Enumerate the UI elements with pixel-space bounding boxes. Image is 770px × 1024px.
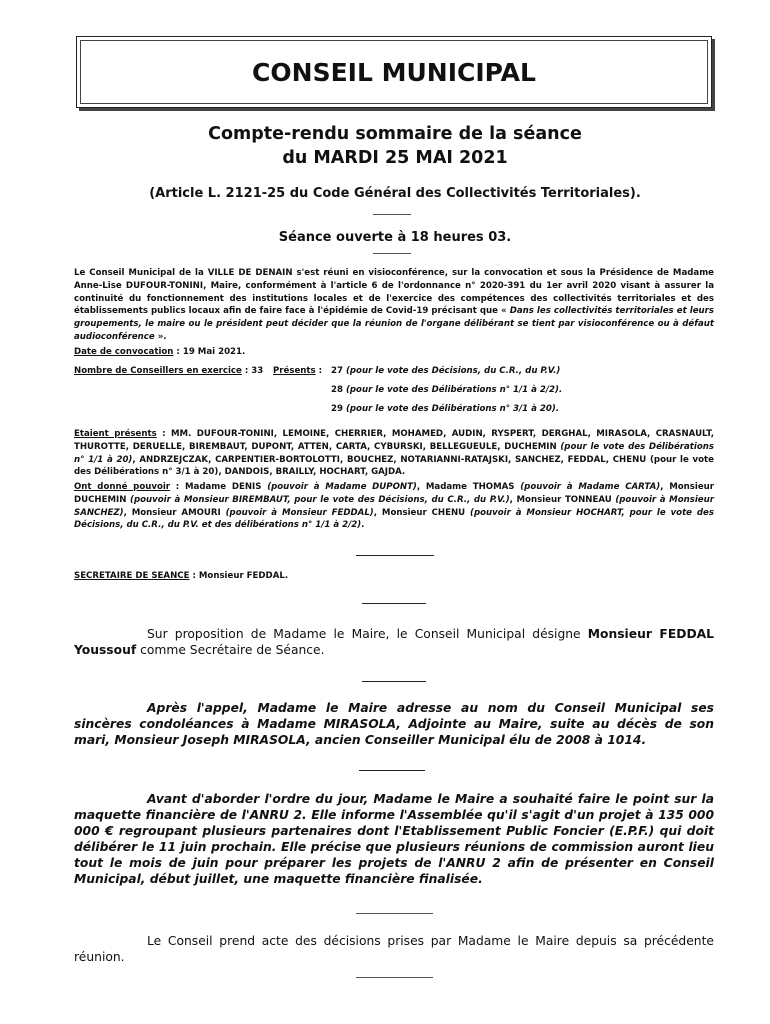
- etaient-presents: Etaient présents : MM. DUFOUR-TONINI, LEMOINE, CHERRIER, MOHAMED, AUDIN, RYSPERT, DERGHAL, MIRASOLA, CRASNAULT, THUROTTE, DERUELLE, BIREMBAUT, DUPONT, ATTEN, CARTA, CYBURSKI, BELLEGUEULE, DUCHEMIN (pour le vote des Délibérations n° 1/1 à 20), ANDRZEJCZAK, CARPENTIER-BORTOLOTTI, BOUCHEZ, NOTARIANNI-RATAJSKI, SANCHEZ, FEDDAL, CHENU (pour le vote des Délibérations n° 3/1 à 20), DANDOIS, BRAILLY, HOCHART, GAJDA.: [74, 429, 714, 478]
- secretaire-de-seance: SECRETAIRE DE SEANCE : Monsieur FEDDAL.: [74, 571, 289, 581]
- subtitle: [76, 122, 714, 170]
- divider: [362, 603, 426, 604]
- intro-paragraph: Le Conseil Municipal de la VILLE DE DENAIN s'est réuni en visioconférence, sur la convocation et sous la Présidence de Madame Anne-Lise DUFOUR-TONINI, Maire, conformément à l'article 6 de l'ordonnance n° 2020-391 du 1er avril 2020 visant à assurer la continuité du fonctionnement des institutions locales et de l'exercice des compétences des collectivités territoriales et des établissements publics locaux afin de faire face à l'épidémie de Covid-19 précisant que « Dans les collectivités territoriales et leurs groupements, le maire ou le président peut décider que la réunion de l'organe délibérant se tient par visioconférence ou à défaut audioconférence ».: [74, 268, 715, 342]
- conseillers-en-exercice: Nombre de Conseillers en exercice : 33: [74, 366, 264, 376]
- divider: [356, 555, 434, 556]
- paragraph-decisions: Le Conseil prend acte des décisions prises par Madame le Maire depuis sa précédente réunion.: [74, 934, 714, 964]
- presents-count-2: 28 (pour le vote des Délibérations n° 1/1 à 2/2).: [331, 385, 563, 395]
- divider: [356, 977, 433, 978]
- subtitle-line-2: du MARDI 25 MAI 2021: [282, 148, 508, 168]
- divider: [356, 913, 433, 914]
- article-reference: (Article L. 2121-25 du Code Général des Collectivités Territoriales).: [149, 186, 641, 201]
- divider: [373, 253, 411, 254]
- paragraph-anru: Avant d'aborder l'ordre du jour, Madame le Maire a souhaité faire le point sur la maquette financière de l'ANRU 2. Elle informe l'Assemblée qu'il s'agit d'un projet à 135 000 000 € regroupant plusieurs partenaires dont l'Etablissement Public Foncier (E.P.F.) qui doit délibérer le 11 juin prochain. Elle précise que plusieurs réunions de commission auront lieu tout le mois de juin pour préparer les projets de l'ANRU 2 afin de présenter en Conseil Municipal, début juillet, une maquette financière finalisée.: [74, 792, 714, 886]
- presents-label: Présents :: [273, 366, 323, 376]
- presents-count-1: 27 (pour le vote des Décisions, du C.R., du P.V.): [331, 366, 561, 376]
- pouvoirs: Ont donné pouvoir : Madame DENIS (pouvoir à Madame DUPONT), Madame THOMAS (pouvoir à Madame CARTA), Monsieur DUCHEMIN (pouvoir à Monsieur BIREMBAUT, pour le vote des Décisions, du C.R., du P.V.), Monsieur TONNEAU (pouvoir à Monsieur SANCHEZ), Monsieur AMOURI (pouvoir à Monsieur FEDDAL), Monsieur CHENU (pouvoir à Monsieur HOCHART, pour le vote des Décisions, du C.R., du P.V. et des délibérations n° 1/1 à 2/2).: [74, 482, 715, 531]
- title-box: [76, 36, 712, 108]
- divider: [362, 681, 426, 682]
- date-convocation: Date de convocation : 19 Mai 2021.: [74, 347, 246, 357]
- presents-count-3: 29 (pour le vote des Délibérations n° 3/1 à 20).: [331, 404, 560, 414]
- subtitle-line-1: Compte-rendu sommaire de la séance: [208, 124, 582, 144]
- divider: [359, 770, 425, 771]
- paragraph-condoleances: Après l'appel, Madame le Maire adresse au nom du Conseil Municipal ses sincères condoléances à Madame MIRASOLA, Adjointe au Maire, suite au décès de son mari, Monsieur Joseph MIRASOLA, ancien Conseiller Municipal élu de 2008 à 1014.: [74, 701, 714, 747]
- seance-ouverte: Séance ouverte à 18 heures 03.: [278, 230, 512, 245]
- paragraph-secretaire: Sur proposition de Madame le Maire, le Conseil Municipal désigne Monsieur FEDDAL Youssouf comme Secrétaire de Séance.: [74, 627, 715, 657]
- document-title: CONSEIL MUNICIPAL: [252, 57, 536, 87]
- divider: [373, 214, 411, 215]
